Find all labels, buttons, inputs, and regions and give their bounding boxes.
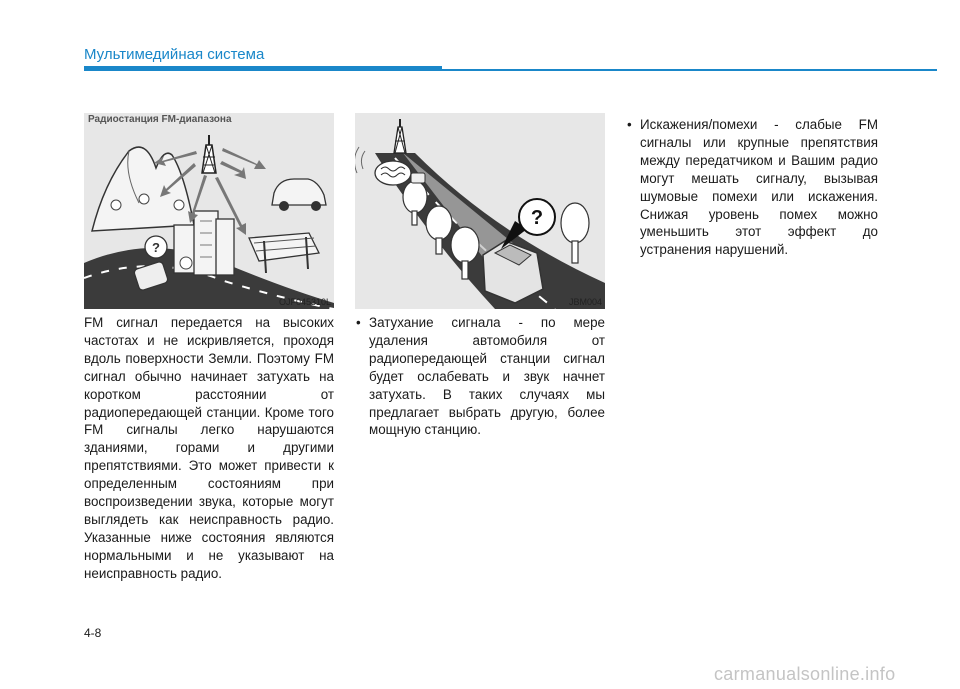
bullet-text: Затухание сигнала - по мере удаления автомобиля от радиопередающей станции сигнал будет ослабевать и звук начнет затухать. В таких случаях мы предлагает выбрать другую, более мощную станцию. bbox=[369, 315, 605, 438]
car-icon bbox=[272, 179, 326, 211]
body-column-3 bbox=[626, 116, 878, 259]
header-rule-thick bbox=[84, 66, 442, 71]
bullet-text: Искажения/помехи - слабые FM сигналы или крупные препятствия между передатчиком и Вашим радио могут мешать сигналу, вызывая шумовые помехи или искажения. Снижая уровень помех можно уменьшить этот эффект до устранения нарушений. bbox=[640, 117, 878, 258]
page-number: 4-8 bbox=[84, 626, 102, 640]
figure-fm-radio-station bbox=[84, 113, 334, 309]
svg-text:?: ? bbox=[530, 207, 544, 229]
section-title: Мультимедийная система bbox=[84, 46, 265, 63]
figure-code: JBM004 bbox=[568, 297, 602, 307]
mountains-icon bbox=[92, 147, 194, 231]
figure-signal-fading bbox=[355, 113, 605, 309]
bullet-distortion bbox=[626, 116, 878, 259]
figure-code: OJF045310L bbox=[278, 297, 331, 307]
radio-tower-icon bbox=[202, 135, 216, 173]
body-column-1 bbox=[84, 314, 334, 583]
fading-illustration bbox=[355, 113, 605, 309]
figure-caption: Радиостанция FM-диапазона bbox=[88, 114, 232, 125]
question-mark-icon bbox=[501, 199, 555, 249]
body-column-2 bbox=[355, 314, 605, 439]
watermark[interactable]: carmanualsonline.info bbox=[714, 664, 896, 684]
distant-car bbox=[411, 173, 425, 183]
bridge-icon bbox=[249, 233, 319, 273]
header-rule-thin bbox=[442, 69, 937, 71]
bullet-mark: • bbox=[627, 117, 632, 132]
bullet-mark: • bbox=[356, 315, 361, 330]
intro-paragraph: FM сигнал передается на высоких частотах и не искривляется, проходя вдоль поверхности Земли. Поэтому FM сигнал обычно начинает затухать на коротком расстоянии от радиопередающей станции. Кроме того FM сигналы легко нарушаются зданиями, горами и другими препятствиями. Это может привести к определенным состояниям при воспроизведении звука, которые могут выглядеть как неисправность радио. Указанные ниже состояния являются нормальными и не указывают на неисправность радио. bbox=[84, 315, 334, 581]
question-mark-icon: ? bbox=[152, 240, 160, 255]
fm-illustration bbox=[84, 113, 334, 309]
radio-tower-icon bbox=[394, 119, 406, 153]
bullet-signal-fading bbox=[355, 314, 605, 439]
